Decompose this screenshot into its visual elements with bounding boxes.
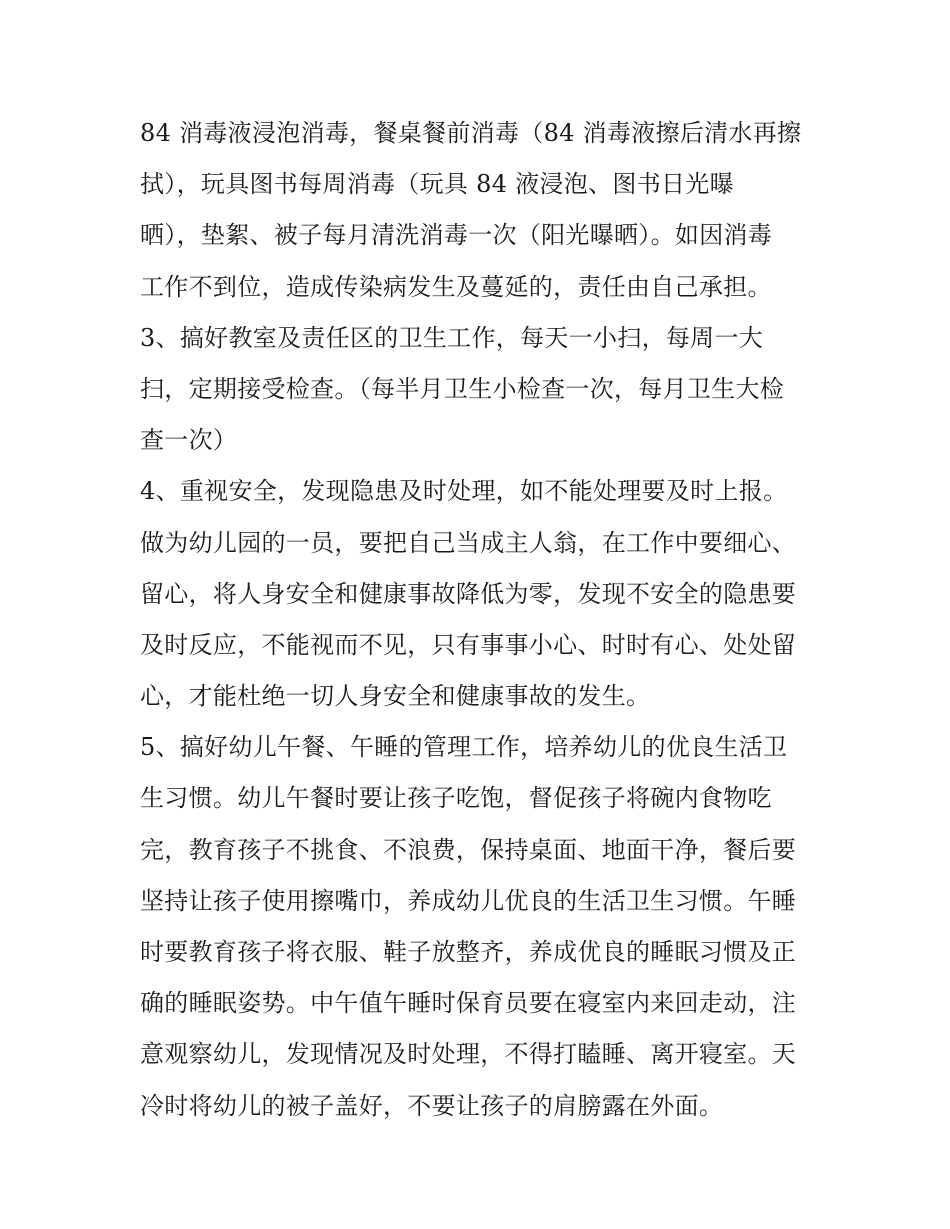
text-line: 及时反应，不能视而不见，只有事事小心、时时有心、处处留 [140, 630, 797, 659]
text-line: 生习惯。幼儿午餐时要让孩子吃饱，督促孩子将碗内食物吃 [140, 784, 772, 813]
text-line: 确的睡眠姿势。中午值午睡时保育员要在寝室内来回走动，注 [140, 989, 797, 1018]
text-line: 做为幼儿园的一员，要把自己当成主人翁，在工作中要细心、 [140, 528, 797, 557]
text-line: 4、重视安全，发现隐患及时处理，如不能处理要及时上报。 [140, 477, 788, 506]
document-body [140, 108, 830, 1132]
text-line: 留心，将人身安全和健康事故降低为零，发现不安全的隐患要 [140, 579, 797, 608]
text-line: 查一次） [140, 426, 238, 455]
text-line: 晒），垫絮、被子每月清洗消毒一次（阳光曝晒）。如因消毒 [140, 221, 773, 250]
text-line: 心，才能杜绝一切人身安全和健康事故的发生。 [140, 682, 651, 711]
text-line: 5、搞好幼儿午餐、午睡的管理工作，培养幼儿的优良生活卫 [140, 733, 788, 762]
text-line: 冷时将幼儿的被子盖好，不要让孩子的肩膀露在外面。 [140, 1091, 724, 1120]
text-line: 拭），玩具图书每周消毒（玩具 84 液浸泡、图书日光曝 [140, 170, 734, 199]
text-line: 完，教育孩子不挑食、不浪费，保持桌面、地面干净，餐后要 [140, 835, 797, 864]
text-line: 时要教育孩子将衣服、鞋子放整齐，养成优良的睡眠习惯及正 [140, 938, 797, 966]
text-line: 坚持让孩子使用擦嘴巾，养成幼儿优良的生活卫生习惯。午睡 [140, 886, 797, 915]
text-line: 扫，定期接受检查。（每半月卫生小检查一次，每月卫生大检 [140, 374, 785, 403]
text-line: 84 消毒液浸泡消毒，餐桌餐前消毒（84 消毒液擦后清水再擦 [140, 119, 802, 147]
text-line: 工作不到位，造成传染病发生及蔓延的，责任由自己承担。 [140, 272, 772, 301]
text-line: 3、搞好教室及责任区的卫生工作，每天一小扫，每周一大 [140, 323, 764, 352]
text-line: 意观察幼儿，发现情况及时处理，不得打瞌睡、离开寝室。天 [140, 1040, 797, 1069]
